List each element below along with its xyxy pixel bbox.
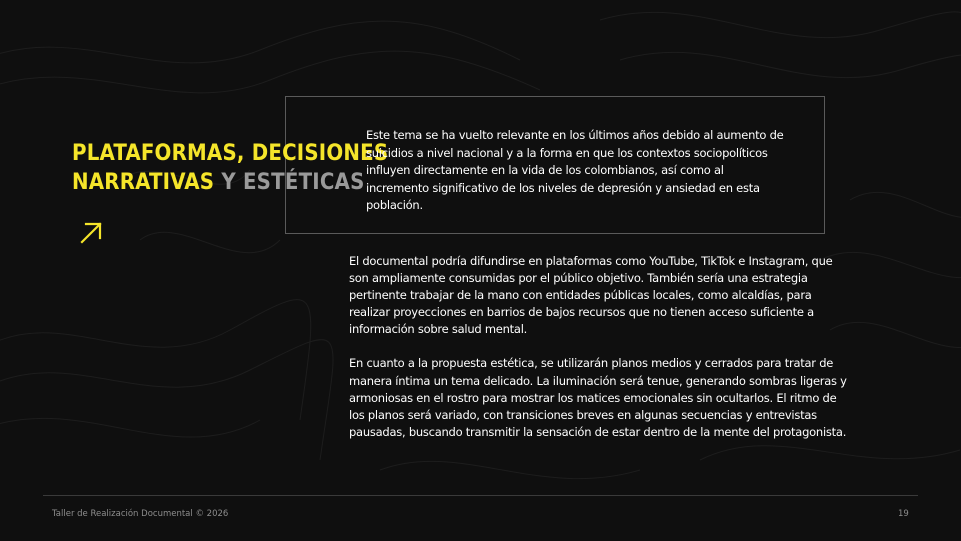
title-line-2: NARRATIVAS Y ESTÉTICAS <box>72 170 365 195</box>
footer-divider <box>43 495 918 496</box>
footer-course-label: Taller de Realización Documental © 2026 <box>52 509 229 519</box>
aesthetics-paragraph: En cuanto a la propuesta estética, se utilizarán planos medios y cerrados para tratar de manera íntima un tema delicado. La iluminación será tenue, generando sombras ligeras y armoniosas en el rostro para mostrar los matices emocionales sin ocultarlos. El ritmo de los planos será variado, con transiciones breves en algunas secuencias y entrevistas pausadas, buscando transmitir la sensación de estar dentro de la mente del protagonista. <box>349 356 847 439</box>
arrow-up-right-icon <box>80 221 104 245</box>
platforms-paragraph: El documental podría difundirse en plataformas como YouTube, TikTok e Instagram, que son ampliamente consumidas por el público objetivo. También sería una estrategia pertinente trabajar de la mano con entidades públicas locales, como alcaldías, para realizar proyecciones en barrios de bajos recursos que no tienen acceso suficiente a información sobre salud mental. <box>349 254 833 337</box>
title-line-1: PLATAFORMAS, DECISIONES <box>72 141 389 166</box>
body-text <box>349 253 849 441</box>
page-number: 19 <box>898 509 909 519</box>
intro-paragraph: Este tema se ha vuelto relevante en los últimos años debido al aumento de suicidios a nivel nacional y a la forma en que los contextos sociopolíticos influyen directamente en la vida de los colombianos, así como al incremento significativo de los niveles de depresión y ansiedad en esta población. <box>366 128 784 212</box>
slide-title <box>72 139 388 197</box>
